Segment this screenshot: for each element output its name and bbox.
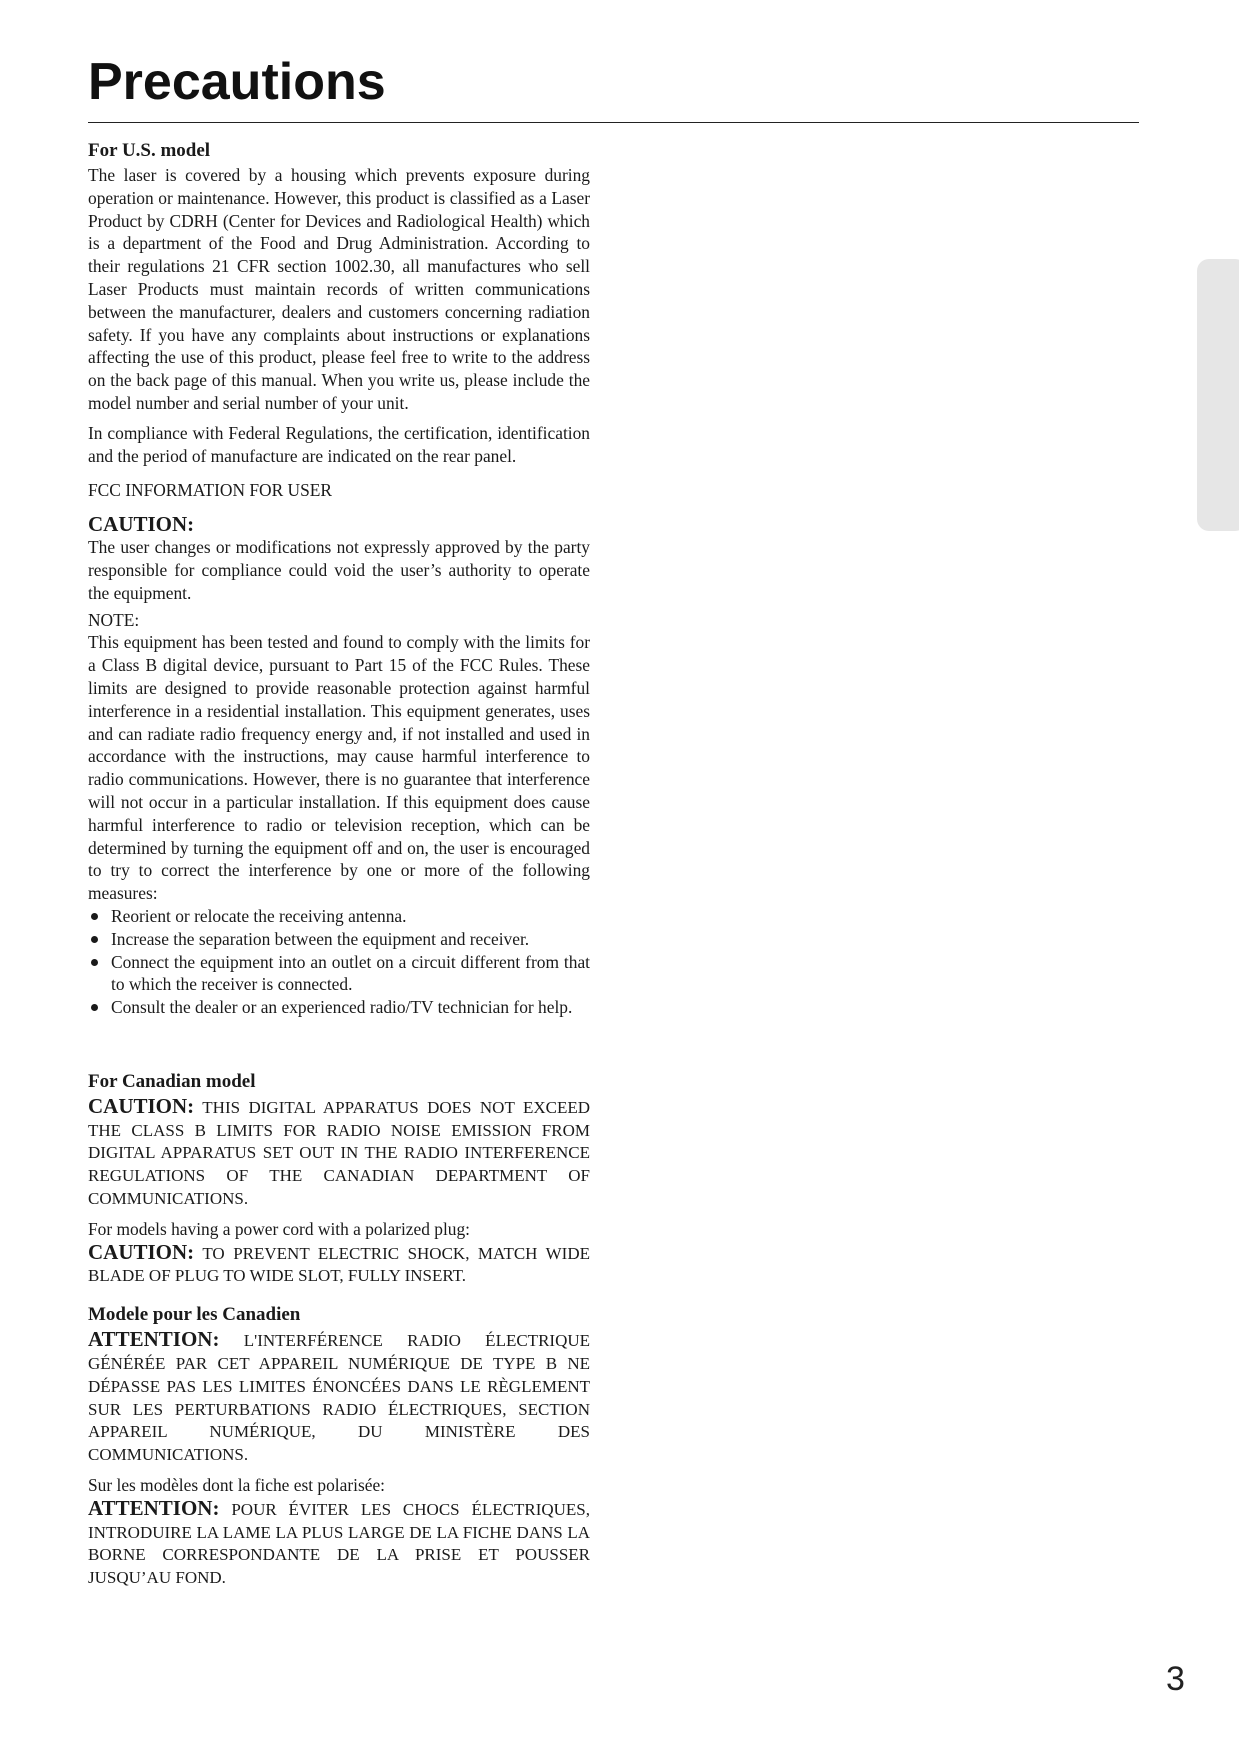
- plug-intro: For models having a power cord with a polarized plug:: [88, 1218, 471, 1239]
- caution-text: The user changes or modifications not expressly approved by the party responsible for compliance could void the user’s authority to operate the equipment.: [88, 537, 590, 603]
- canadian-model-heading: For Canadian model: [88, 1070, 256, 1092]
- attention-text: POUR ÉVITER LES CHOCS ÉLECTRIQUES, INTRODUIRE LA LAME LA PLUS LARGE DE LA FICHE DANS LA BORNE CORRESPONDANTE DE LA PRISE ET POUSSER JUSQU’AU FOND.: [88, 1499, 590, 1588]
- us-model-heading: For U.S. model: [88, 140, 211, 161]
- list-item: Increase the separation between the equipment and receiver.: [88, 928, 590, 951]
- fcc-heading: FCC INFORMATION FOR USER: [88, 480, 333, 501]
- canadian-model-section: [88, 1069, 590, 1288]
- page-number: 3: [1166, 1660, 1185, 1698]
- laser-paragraph: The laser is covered by a housing which prevents exposure during operation or maintenance. However, this product is classified as a Laser Product by CDRH (Center for Devices and Radiological Health) which is a department of the Food and Drug Administration. According to their regulations 21 CFR section 1002.30, all manufactures who sell Laser Products must maintain records of written communications between the manufacturer, dealers and customers concerning radiation safety. If you have any complaints about instructions or explanations affecting the use of this product, please feel free to write to the address on the back page of this manual. When you write us, please include the model number and serial number of your unit.: [88, 165, 590, 413]
- caution-label: CAUTION:: [88, 1093, 195, 1118]
- modele-canadien-heading: Modele pour les Canadien: [88, 1304, 301, 1326]
- caution-text: THIS DIGITAL APPARATUS DOES NOT EXCEED THE CLASS B LIMITS FOR RADIO NOISE EMISSION FROM DIGITAL APPARATUS SET OUT IN THE RADIO INTERFERENCE REGULATIONS OF THE CANADIAN DEPARTMENT OF COMMUNICATIONS.: [88, 1097, 590, 1209]
- attention-text: L'INTERFÉRENCE RADIO ÉLECTRIQUE GÉNÉRÉE PAR CET APPAREIL NUMÉRIQUE DE TYPE B NE DÉPASSE PAS LES LIMITES ÉNONCÉES DANS LE RÈGLEMENT SUR LES PERTURBATIONS RADIO ÉLECTRIQUES, SECTION APPAREIL NUMÉRIQUE, DU MINISTÈRE DES COMMUNICATIONS.: [88, 1331, 591, 1465]
- note-text: This equipment has been tested and found to comply with the limits for a Class B digital device, pursuant to Part 15 of the FCC Rules. These limits are designed to provide reasonable protection against harmful interference in a residential installation. This equipment generates, uses and can radiate radio frequency energy and, if not installed and used in accordance with the instructions, may cause harmful interference to radio communications. However, there is no guarantee that interference will not occur in a particular installation. If this equipment does cause harmful interference to radio or television reception, which can be determined by turning the equipment off and on, the user is encouraged to try to correct the interference by one or more of the following measures:: [88, 632, 590, 904]
- us-model-section: [88, 138, 590, 1019]
- caution-label: CAUTION:: [88, 512, 195, 537]
- attention-label: ATTENTION:: [88, 1327, 220, 1352]
- canadian-caution-1: [88, 1095, 590, 1211]
- compliance-paragraph: In compliance with Federal Regulations, the certification, identification and the period of manufacture are indicated on the rear panel.: [88, 422, 590, 466]
- title-divider: [88, 122, 1139, 123]
- list-item: Connect the equipment into an outlet on a circuit different from that to which the receiver is connected.: [88, 951, 590, 997]
- modele-canadien-section: [88, 1302, 590, 1590]
- list-item: Consult the dealer or an experienced radio/TV technician for help.: [88, 996, 590, 1019]
- attention-2: [88, 1497, 590, 1590]
- canadian-caution-2: [88, 1241, 590, 1289]
- note-label: NOTE:: [88, 609, 140, 630]
- measures-list: [88, 905, 590, 1019]
- attention-1: [88, 1328, 590, 1467]
- caution-label: CAUTION:: [88, 1239, 195, 1264]
- page-title: Precautions: [88, 53, 386, 111]
- section-side-tab: [1197, 259, 1239, 531]
- main-column: [88, 138, 590, 1590]
- attention-label: ATTENTION:: [88, 1495, 220, 1520]
- list-item: Reorient or relocate the receiving antenna.: [88, 905, 590, 928]
- plug-intro-fr: Sur les modèles dont la fiche est polarisée:: [88, 1475, 386, 1496]
- caution-text: TO PREVENT ELECTRIC SHOCK, MATCH WIDE BLADE OF PLUG TO WIDE SLOT, FULLY INSERT.: [88, 1243, 590, 1286]
